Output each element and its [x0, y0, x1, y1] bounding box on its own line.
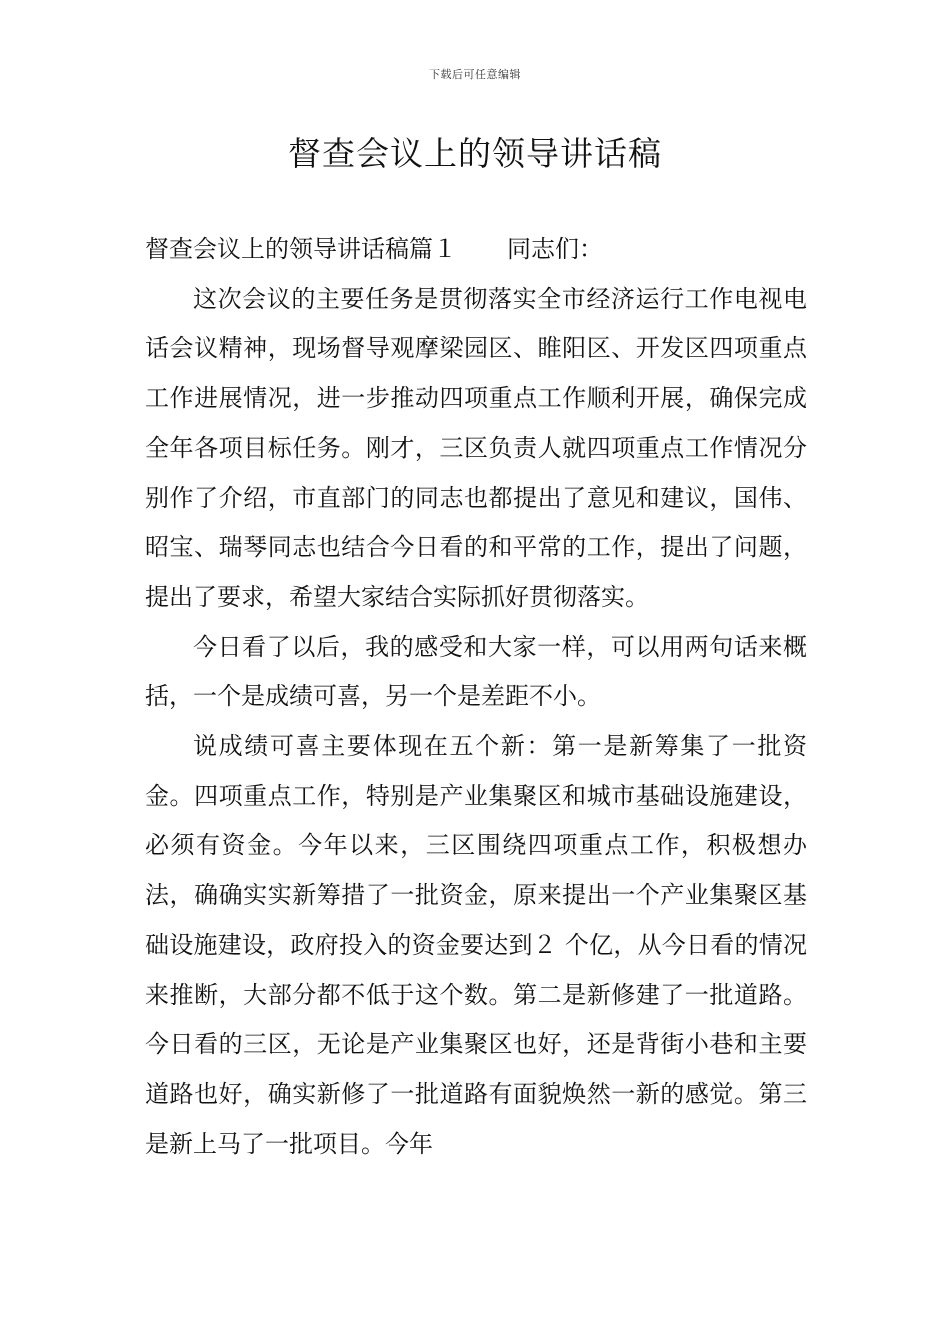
header-note: 下载后可任意编辑 [429, 68, 521, 81]
subtitle-line [145, 225, 807, 275]
document-body [145, 225, 807, 1169]
paragraph-3: 说成绩可喜主要体现在五个新：第一是新筹集了一批资金。四项重点工作，特别是产业集聚区和城市基础设施建设，必须有资金。今年以来，三区围绕四项重点工作，积极想办法，确确实实新筹措了一批资金，原来提出一个产业集聚区基础设施建设，政府投入的资金要达到２ 个亿，从今日看的情况来推断，大部分都不低于这个数。第二是新修建了一批道路。今日看的三区，无论是产业集聚区也好，还是背街小巷和主要道路也好，确实新修了一批道路有面貌焕然一新的感觉。第三是新上马了一批项目。今年 [145, 732, 807, 1158]
article-heading: 督查会议上的领导讲话稿篇１ [145, 235, 457, 263]
salutation: 同志们： [507, 235, 603, 263]
paragraph-1: 这次会议的主要任务是贯彻落实全市经济运行工作电视电话会议精神，现场督导观摩梁园区、睢阳区、开发区四项重点工作进展情况，进一步推动四项重点工作顺利开展，确保完成全年各项目标任务。刚才，三区负责人就四项重点工作情况分别作了介绍，市直部门的同志也都提出了意见和建议，国伟、昭宝、瑞琴同志也结合今日看的和平常的工作，提出了问题，提出了要求，希望大家结合实际抓好贯彻落实。 [145, 284, 807, 611]
paragraph-2: 今日看了以后，我的感受和大家一样，可以用两句话来概括，一个是成绩可喜，另一个是差距不小。 [145, 632, 807, 711]
document-title: 督查会议上的领导讲话稿 [288, 134, 662, 173]
